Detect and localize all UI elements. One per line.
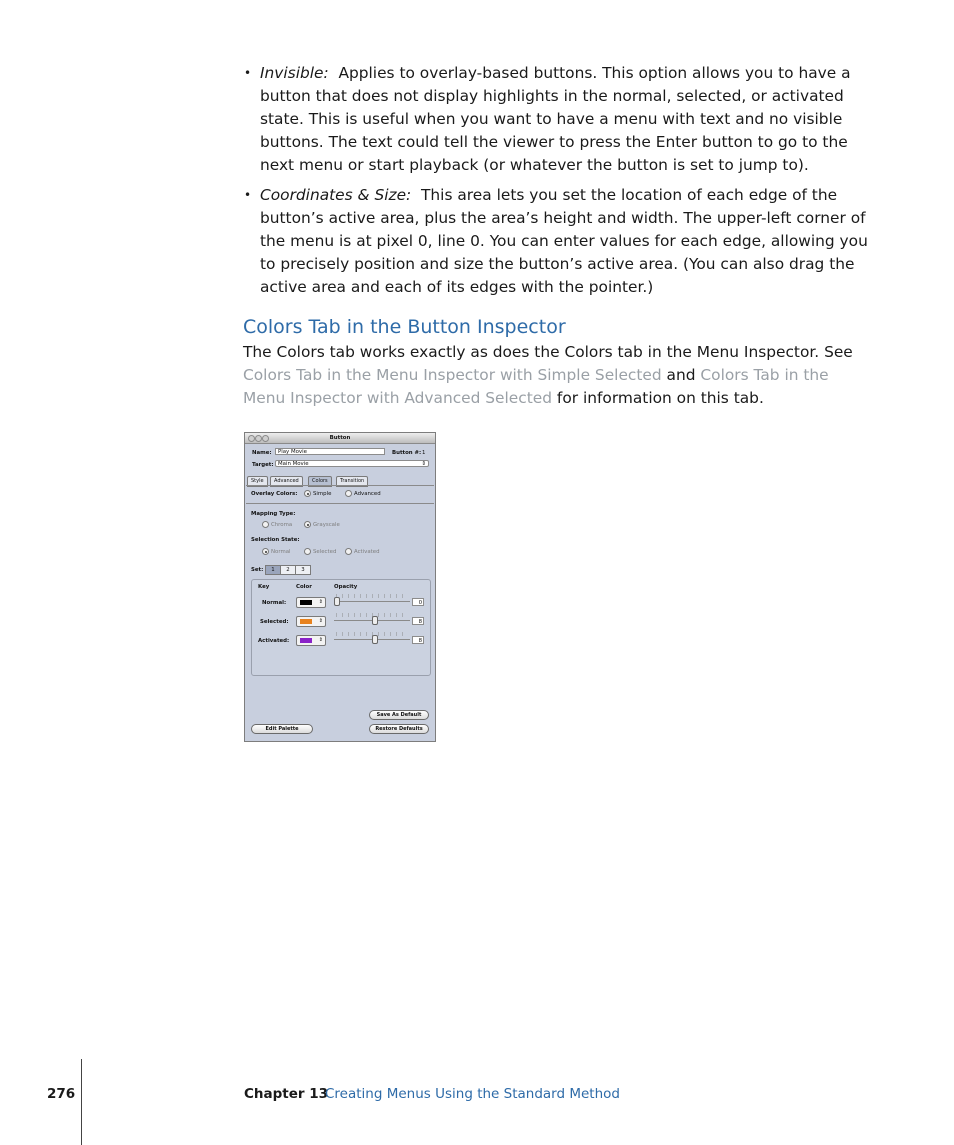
radio-mapping-grayscale[interactable]: Grayscale [304, 521, 340, 528]
button-number-label: Button #: [392, 450, 422, 456]
section-paragraph [243, 341, 875, 410]
radio-icon [304, 548, 311, 555]
radio-selected-icon [262, 548, 269, 555]
radio-state-normal[interactable]: Normal [262, 548, 291, 555]
save-as-default-button[interactable]: Save As Default [369, 710, 429, 720]
opacity-value-selected[interactable]: 8 [412, 617, 424, 625]
tab-divider [246, 485, 434, 486]
bullet-term: Invisible: [260, 64, 329, 82]
bullet-text: This area lets you set the location of each edge of the button’s active area, plus the area’s height and width. The upper-left corner of the menu is at pixel 0, line 0. You can enter values for each edge, allowing you to precisely position and size the button’s active area. (You can also drag the active area and each of its edges with the pointer.) [260, 186, 868, 296]
tab-advanced[interactable]: Advanced [270, 476, 303, 487]
button-number-value: 1 [422, 450, 426, 456]
color-settings-group [251, 579, 431, 676]
column-key: Key [258, 584, 270, 590]
overlay-colors-label: Overlay Colors: [251, 491, 298, 497]
tab-transition[interactable]: Transition [336, 476, 368, 487]
color-chip [300, 619, 312, 624]
radio-selected-icon [304, 521, 311, 528]
chevron-updown-icon: ⇕ [318, 618, 323, 624]
restore-defaults-button[interactable]: Restore Defaults [369, 724, 429, 734]
name-field[interactable]: Play Movie [275, 448, 385, 455]
para-text-end: for information on this tab. [552, 389, 764, 407]
set-label: Set: [251, 567, 264, 573]
bullet-marker: • [244, 188, 252, 202]
opacity-slider-normal[interactable] [334, 601, 410, 602]
edit-palette-button[interactable]: Edit Palette [251, 724, 313, 734]
color-swatch-activated[interactable] [296, 635, 326, 646]
radio-selected-icon [304, 490, 311, 497]
slider-thumb-normal[interactable] [334, 597, 340, 606]
radio-mapping-chroma[interactable]: Chroma [262, 521, 292, 528]
bullet-text: Applies to overlay-based buttons. This option allows you to have a button that does not display highlights in the normal, selected, or activated state. This is useful when you want to have a menu with text and no visible buttons. The text could tell the viewer to press the Enter button to go to the next menu or start playback (or whatever the button is set to jump to). [260, 64, 851, 174]
set-button-2[interactable]: 2 [280, 565, 296, 575]
color-swatch-selected[interactable] [296, 616, 326, 627]
para-text-start: The Colors tab works exactly as does the Colors tab in the Menu Inspector. See [243, 343, 853, 361]
target-popup[interactable] [275, 460, 429, 467]
zoom-icon[interactable] [262, 435, 269, 442]
bullet-term: Coordinates & Size: [260, 186, 412, 204]
chapter-title: Creating Menus Using the Standard Method [325, 1086, 620, 1102]
row-label-activated: Activated: [258, 638, 290, 644]
radio-icon [345, 548, 352, 555]
target-value: Main Movie [278, 461, 309, 467]
color-chip [300, 600, 312, 605]
radio-state-activated[interactable]: Activated [345, 548, 380, 555]
column-color: Color [296, 584, 312, 590]
bullet-coordinates-size [244, 184, 876, 299]
chevron-updown-icon: ⇕ [318, 637, 323, 643]
color-swatch-normal[interactable] [296, 597, 326, 608]
radio-state-selected[interactable]: Selected [304, 548, 336, 555]
xref-link-advanced[interactable]: Colors Tab in the Menu Inspector with Advanced Selected [243, 366, 829, 407]
close-icon[interactable] [248, 435, 255, 442]
slider-thumb-activated[interactable] [372, 635, 378, 644]
color-chip [300, 638, 312, 643]
slider-thumb-selected[interactable] [372, 616, 378, 625]
mapping-type-label: Mapping Type: [251, 511, 296, 517]
radio-icon [345, 490, 352, 497]
radio-icon [262, 521, 269, 528]
slider-ticks [336, 594, 408, 598]
section-heading: Colors Tab in the Button Inspector [243, 316, 566, 338]
chevron-updown-icon: ⇕ [421, 461, 426, 467]
set-button-3[interactable]: 3 [295, 565, 311, 575]
row-label-normal: Normal: [262, 600, 287, 606]
name-label: Name: [252, 450, 272, 456]
button-inspector-window [244, 432, 436, 742]
opacity-value-normal[interactable]: 0 [412, 598, 424, 606]
chapter-label: Chapter 13 [244, 1086, 329, 1102]
bullet-invisible [244, 62, 876, 177]
set-button-1[interactable]: 1 [265, 565, 281, 575]
para-text-mid: and [661, 366, 701, 384]
tab-style[interactable]: Style [247, 476, 268, 487]
selection-state-label: Selection State: [251, 537, 300, 543]
window-title: Button [329, 435, 351, 441]
bullet-marker: • [244, 66, 252, 80]
row-label-selected: Selected: [260, 619, 289, 625]
overlay-divider [246, 503, 434, 504]
radio-overlay-simple[interactable]: Simple [304, 490, 331, 497]
footer-divider [81, 1059, 82, 1145]
xref-link-simple[interactable]: Colors Tab in the Menu Inspector with Simple Selected [243, 366, 662, 384]
page-number: 276 [47, 1086, 76, 1102]
opacity-value-activated[interactable]: 8 [412, 636, 424, 644]
tab-colors[interactable]: Colors [308, 476, 332, 487]
window-titlebar [245, 433, 435, 444]
target-label: Target: [252, 462, 274, 468]
chevron-updown-icon: ⇕ [318, 599, 323, 605]
column-opacity: Opacity [334, 584, 358, 590]
minimize-icon[interactable] [255, 435, 262, 442]
radio-overlay-advanced[interactable]: Advanced [345, 490, 381, 497]
